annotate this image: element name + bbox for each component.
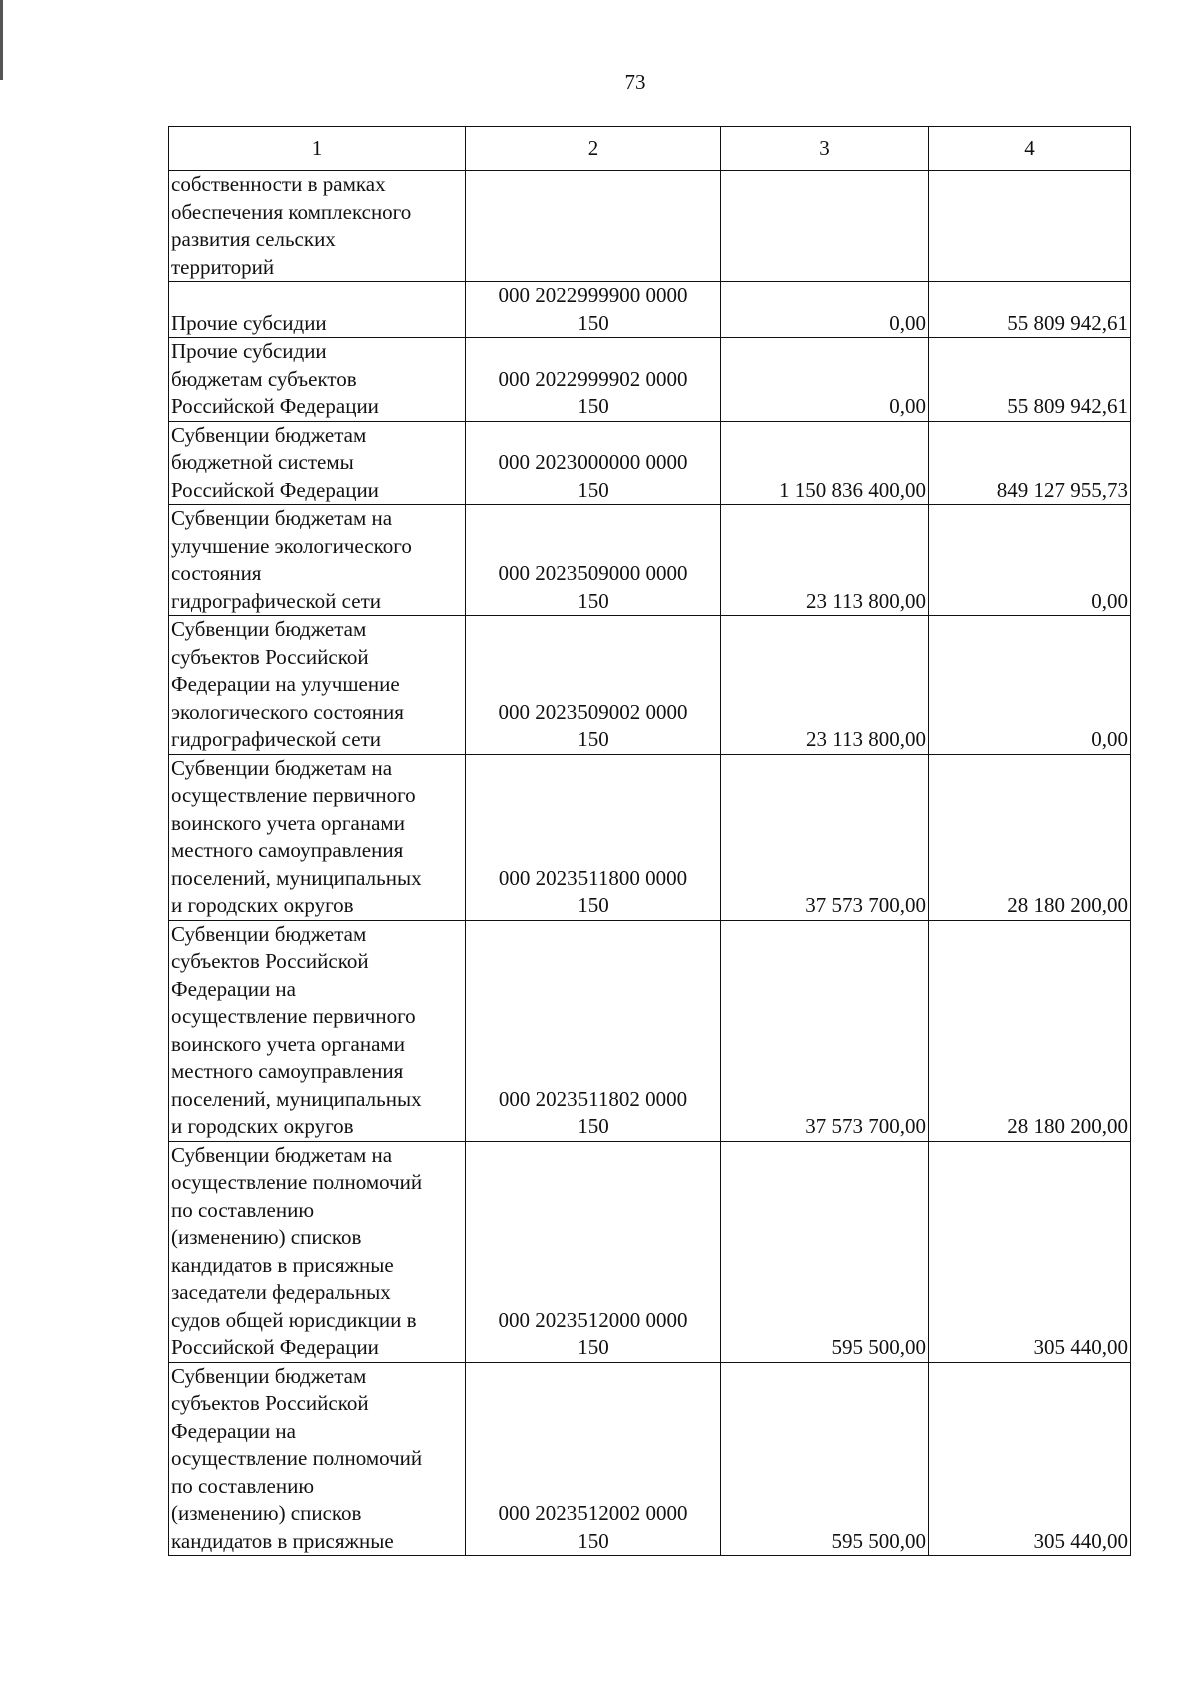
row-value-col3: 23 113 800,00 bbox=[721, 505, 929, 616]
row-name: собственности в рамках обеспечения комплексного развития сельских территорий bbox=[169, 171, 466, 282]
row-value-col3: 23 113 800,00 bbox=[721, 616, 929, 755]
table-row bbox=[169, 1362, 1131, 1556]
row-code: 000 2023000000 0000 150 bbox=[466, 421, 721, 505]
row-name: Субвенции бюджетам на улучшение экологического состояния гидрографической сети bbox=[169, 505, 466, 616]
row-value-col4: 0,00 bbox=[929, 505, 1131, 616]
page-number: 73 bbox=[624, 70, 646, 94]
row-value-col4: 0,00 bbox=[929, 616, 1131, 755]
row-value-col3: 0,00 bbox=[721, 282, 929, 338]
row-value-col4: 55 809 942,61 bbox=[929, 338, 1131, 422]
row-name: Субвенции бюджетам субъектов Российской Федерации на осуществление полномочий по составлению (изменению) списков кандидатов в присяжные bbox=[169, 1362, 466, 1556]
row-value-col3: 595 500,00 bbox=[721, 1362, 929, 1556]
row-code bbox=[466, 171, 721, 282]
header-col-4: 4 bbox=[929, 127, 1131, 171]
table-row bbox=[169, 754, 1131, 920]
row-name: Субвенции бюджетам бюджетной системы Российской Федерации bbox=[169, 421, 466, 505]
row-code: 000 2023509002 0000 150 bbox=[466, 616, 721, 755]
scan-edge-mark bbox=[0, 0, 3, 80]
row-value-col4: 305 440,00 bbox=[929, 1362, 1131, 1556]
row-value-col3: 37 573 700,00 bbox=[721, 920, 929, 1141]
row-value-col4 bbox=[929, 171, 1131, 282]
row-code: 000 2023509000 0000 150 bbox=[466, 505, 721, 616]
row-value-col4: 305 440,00 bbox=[929, 1141, 1131, 1362]
table-row bbox=[169, 616, 1131, 755]
row-value-col3: 1 150 836 400,00 bbox=[721, 421, 929, 505]
table-header-row bbox=[169, 127, 1131, 171]
row-value-col3 bbox=[721, 171, 929, 282]
row-code: 000 2022999900 0000 150 bbox=[466, 282, 721, 338]
table-row bbox=[169, 171, 1131, 282]
table-row bbox=[169, 505, 1131, 616]
table-row bbox=[169, 421, 1131, 505]
row-value-col4: 849 127 955,73 bbox=[929, 421, 1131, 505]
header-col-2: 2 bbox=[466, 127, 721, 171]
row-code: 000 2023512002 0000 150 bbox=[466, 1362, 721, 1556]
row-name: Прочие субсидии bbox=[169, 282, 466, 338]
row-code: 000 2023512000 0000 150 bbox=[466, 1141, 721, 1362]
row-value-col3: 595 500,00 bbox=[721, 1141, 929, 1362]
row-value-col4: 28 180 200,00 bbox=[929, 920, 1131, 1141]
row-name: Прочие субсидии бюджетам субъектов Российской Федерации bbox=[169, 338, 466, 422]
header-col-1: 1 bbox=[169, 127, 466, 171]
header-col-3: 3 bbox=[721, 127, 929, 171]
row-name: Субвенции бюджетам субъектов Российской Федерации на улучшение экологического состояния гидрографической сети bbox=[169, 616, 466, 755]
row-value-col3: 0,00 bbox=[721, 338, 929, 422]
row-code: 000 2023511802 0000 150 bbox=[466, 920, 721, 1141]
table-row bbox=[169, 920, 1131, 1141]
row-name: Субвенции бюджетам субъектов Российской Федерации на осуществление первичного воинского учета органами местного самоуправления поселений, муниципальных и городских округов bbox=[169, 920, 466, 1141]
row-value-col3: 37 573 700,00 bbox=[721, 754, 929, 920]
table-row bbox=[169, 338, 1131, 422]
row-code: 000 2022999902 0000 150 bbox=[466, 338, 721, 422]
row-value-col4: 28 180 200,00 bbox=[929, 754, 1131, 920]
row-code: 000 2023511800 0000 150 bbox=[466, 754, 721, 920]
row-name: Субвенции бюджетам на осуществление полномочий по составлению (изменению) списков кандидатов в присяжные заседатели федеральных судов общей юрисдикции в Российской Федерации bbox=[169, 1141, 466, 1362]
row-value-col4: 55 809 942,61 bbox=[929, 282, 1131, 338]
row-name: Субвенции бюджетам на осуществление первичного воинского учета органами местного самоуправления поселений, муниципальных и городских округов bbox=[169, 754, 466, 920]
table-row bbox=[169, 282, 1131, 338]
budget-table bbox=[168, 126, 1131, 1556]
table-row bbox=[169, 1141, 1131, 1362]
